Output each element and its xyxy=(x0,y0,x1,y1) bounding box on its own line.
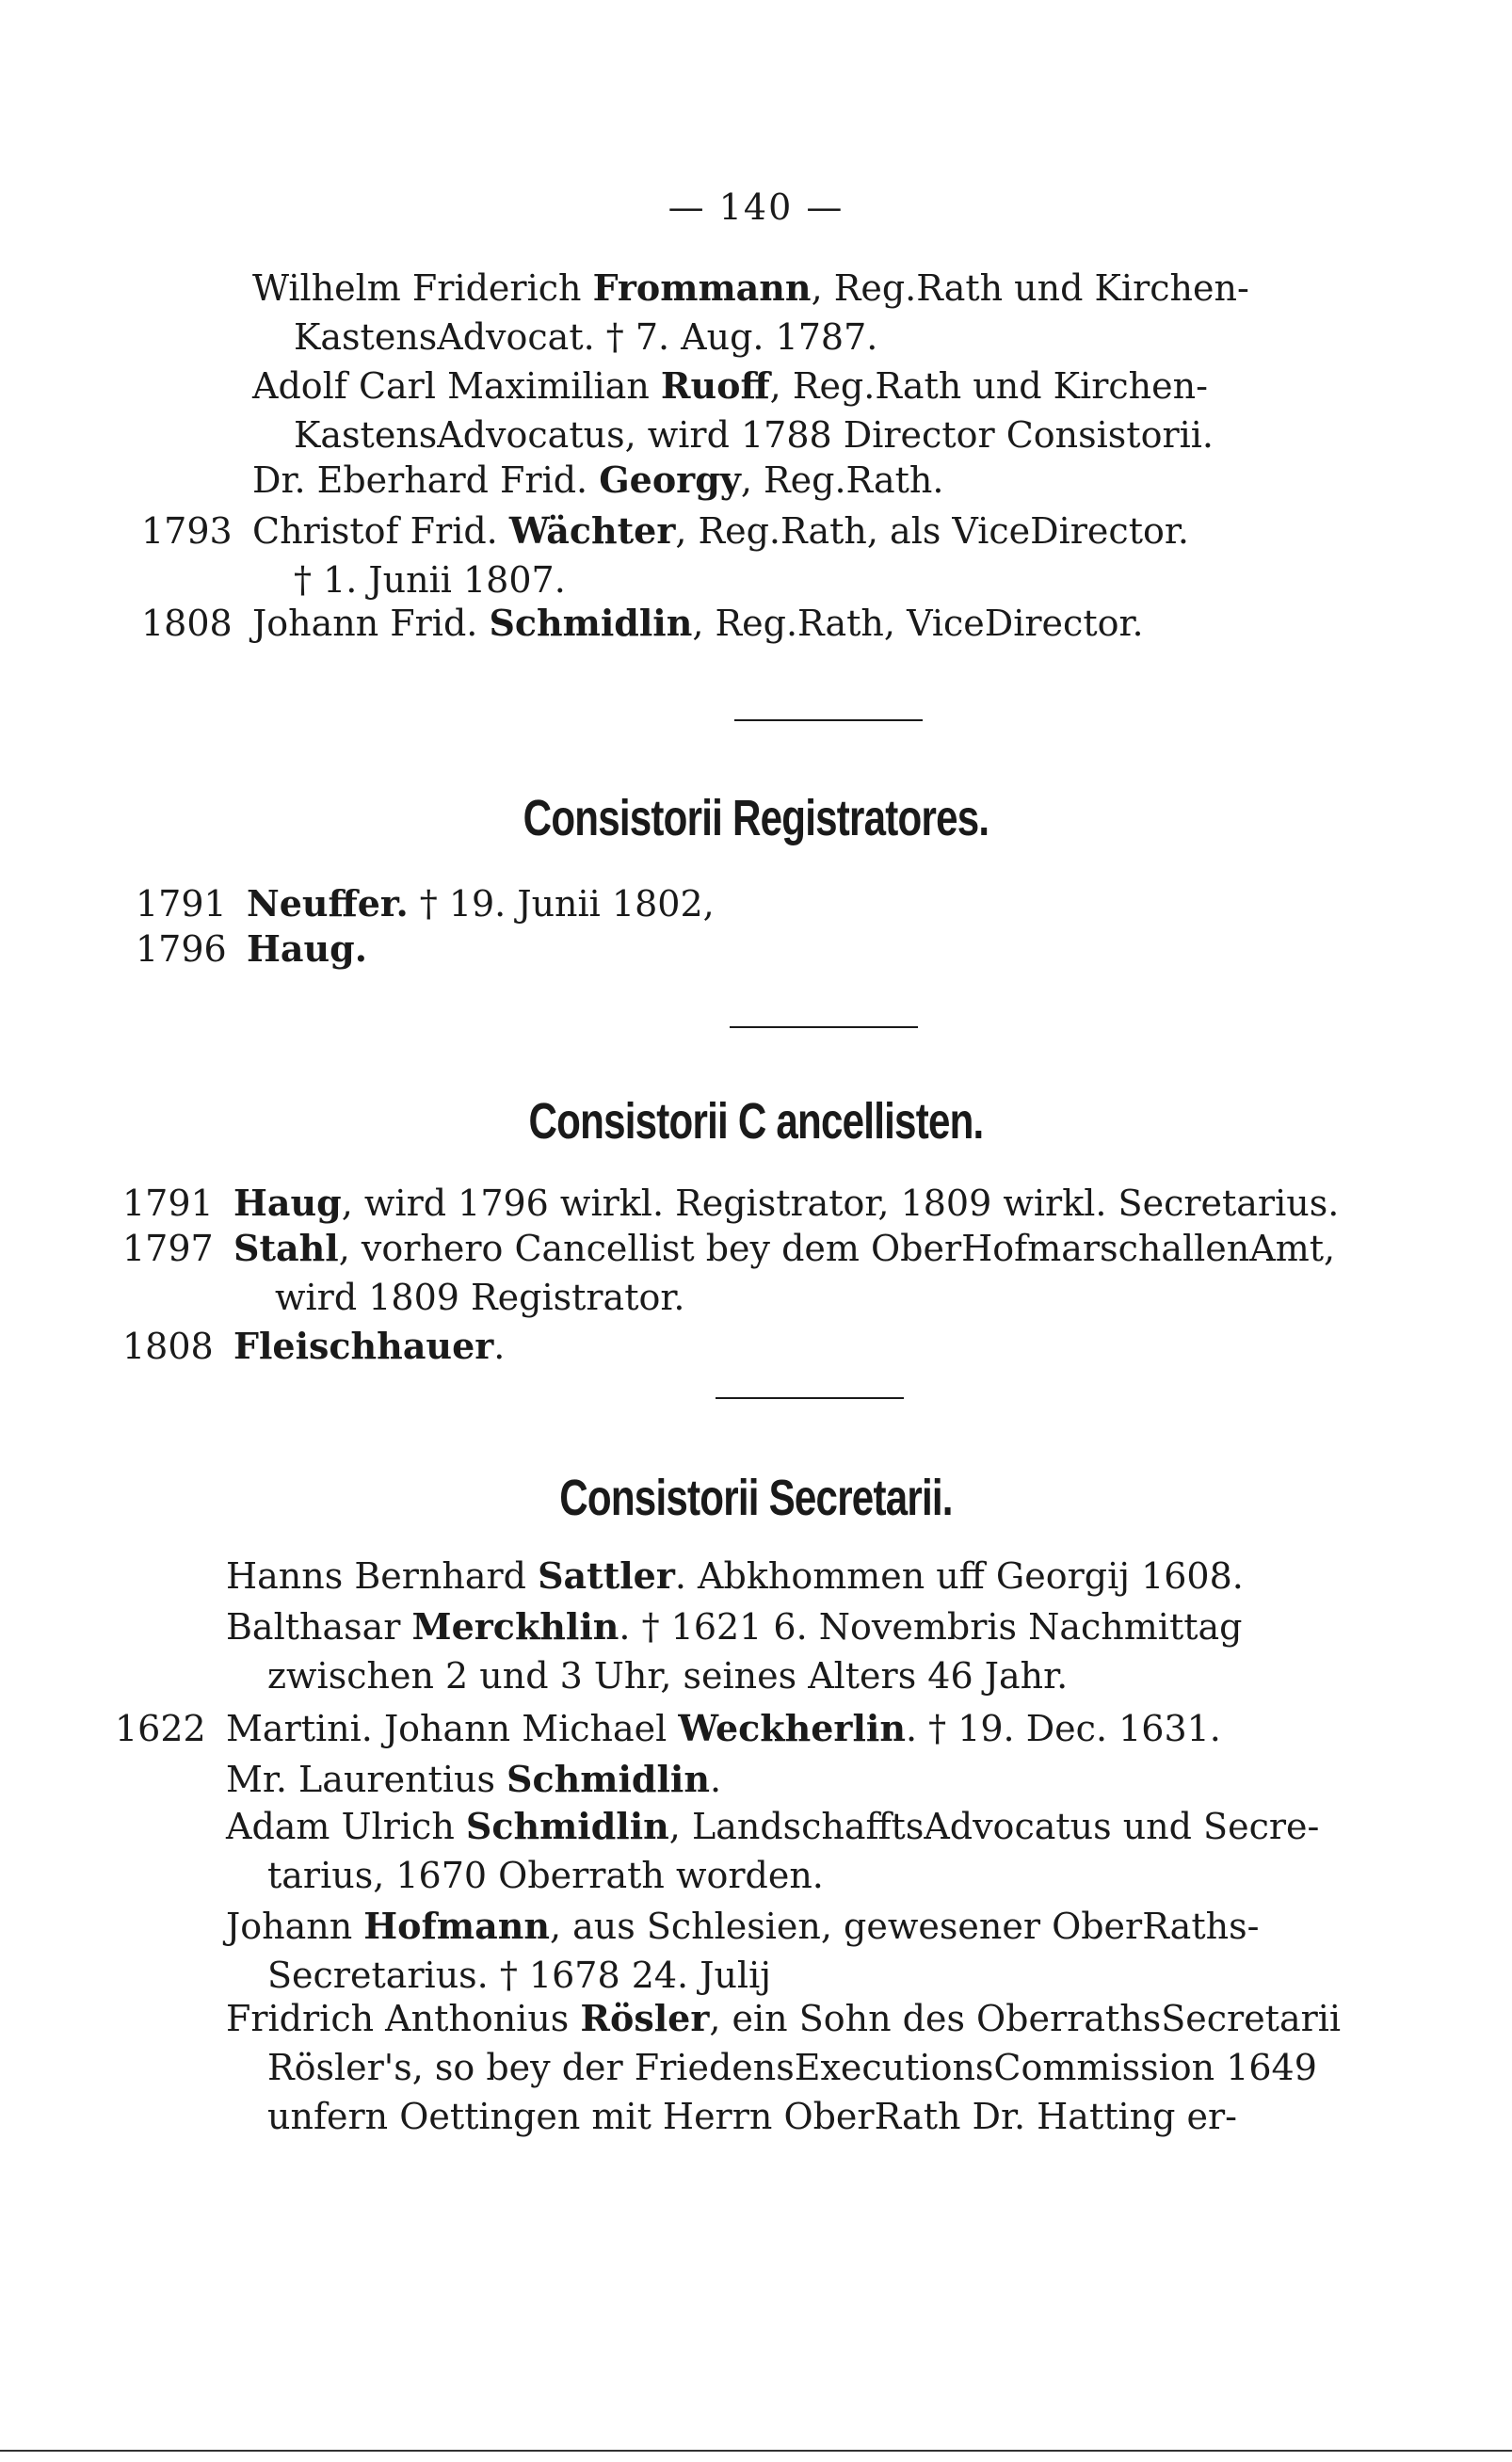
entry-line xyxy=(226,1951,1259,2000)
entry-line xyxy=(226,1755,721,1804)
entry-text: Johann xyxy=(226,1906,364,1947)
entry xyxy=(226,1755,721,1804)
entry-text: Rösler's, so bey der FriedensExecutionsCommission 1649 xyxy=(267,2047,1317,2088)
person-surname: Ruoff xyxy=(660,364,770,407)
entry xyxy=(115,1704,1221,1753)
entry xyxy=(122,1322,505,1371)
entry-year: 1791 xyxy=(122,1183,214,1224)
entry-line xyxy=(122,1273,1335,1322)
entry-text: , ein Sohn des OberrathsSecretarii xyxy=(709,1998,1342,2039)
entry-line xyxy=(141,555,1189,604)
entry-text: Hanns Bernhard xyxy=(226,1555,539,1597)
person-surname: Georgy xyxy=(599,459,741,501)
entry-text: . xyxy=(709,1759,722,1800)
entry-line xyxy=(226,1552,1244,1601)
entry xyxy=(226,1602,1242,1700)
entry xyxy=(136,879,715,928)
section-heading-cancellisten: Consistorii C ancellisten. xyxy=(528,1093,984,1150)
entry-line xyxy=(122,1322,505,1371)
entry-text: zwischen 2 und 3 Uhr, seines Alters 46 Jahr. xyxy=(267,1655,1069,1697)
entry-text: Adolf Carl Maximilian xyxy=(252,365,661,407)
entry-line xyxy=(252,410,1214,459)
entry-line xyxy=(226,1902,1259,1951)
entry-text: Adam Ulrich xyxy=(226,1806,466,1847)
section-heading-secretarii: Consistorii Secretarii. xyxy=(559,1470,953,1526)
entry-line xyxy=(122,1179,1339,1228)
entry-text: tarius, 1670 Oberrath worden. xyxy=(267,1855,824,1896)
entry-line xyxy=(252,264,1249,313)
person-surname: Merckhlin xyxy=(411,1605,619,1648)
entry-line xyxy=(226,1651,1242,1700)
entry-line xyxy=(226,1851,1319,1900)
person-surname: Frommann xyxy=(592,266,812,309)
page-bottom-edge xyxy=(0,2450,1512,2452)
entry-text: Christof Frid. xyxy=(252,510,509,552)
entry-text: , wird 1796 wirkl. Registrator, 1809 wirkl. Secretarius. xyxy=(341,1183,1340,1224)
entry xyxy=(136,925,367,974)
person-surname: Sattler xyxy=(538,1554,675,1597)
entry-line xyxy=(226,1802,1319,1851)
entry-text: Secretarius. † 1678 24. Julij xyxy=(267,1955,772,1996)
person-surname: Wächter xyxy=(508,509,676,552)
entry xyxy=(122,1224,1335,1322)
entry-text: † 1. Junii 1807. xyxy=(294,559,566,601)
person-surname: Schmidlin xyxy=(465,1805,669,1847)
entry-line xyxy=(122,1224,1335,1273)
entry-text: , Reg.Rath, als ViceDirector. xyxy=(675,510,1189,552)
entry-text: Balthasar xyxy=(226,1606,412,1648)
entry-text: , Reg.Rath und Kirchen- xyxy=(769,365,1208,407)
entry-year: 1797 xyxy=(122,1228,214,1269)
entry-line xyxy=(226,2092,1341,2141)
entry xyxy=(252,456,943,505)
entry-year: 1808 xyxy=(141,603,233,644)
person-surname: Neuffer. xyxy=(247,882,409,925)
entry-text: Fridrich Anthonius xyxy=(226,1998,581,2039)
entry xyxy=(226,1802,1319,1900)
entry-line xyxy=(252,362,1214,410)
person-surname: Schmidlin xyxy=(489,602,693,644)
entry-text: , vorhero Cancellist bey dem OberHofmarschallenAmt, xyxy=(338,1228,1336,1269)
entry-text: , Reg.Rath, ViceDirector. xyxy=(692,603,1144,644)
entry-line xyxy=(136,925,367,974)
entry-text: , Reg.Rath und Kirchen- xyxy=(811,267,1249,309)
entry-text: . † 1621 6. Novembris Nachmittag xyxy=(619,1606,1243,1648)
entry-text: † 19. Junii 1802, xyxy=(408,883,715,925)
person-surname: Hofmann xyxy=(363,1905,550,1947)
section-divider xyxy=(734,719,923,721)
entry xyxy=(252,362,1214,459)
entry-year: 1808 xyxy=(122,1326,214,1367)
entry-line xyxy=(115,1704,1221,1753)
entry-text: . xyxy=(493,1326,506,1367)
page-number: — 140 — xyxy=(668,186,844,228)
person-surname: Weckherlin xyxy=(678,1707,906,1749)
entry xyxy=(252,264,1249,362)
entry-line xyxy=(226,1602,1242,1651)
entry-text: Wilhelm Friderich xyxy=(252,267,593,309)
entry xyxy=(122,1179,1339,1228)
entry-text: . † 19. Dec. 1631. xyxy=(905,1708,1221,1749)
entry xyxy=(226,1994,1341,2141)
entry-line xyxy=(252,313,1249,362)
entry-text: unfern Oettingen mit Herrn OberRath Dr. Hatting er- xyxy=(267,2096,1238,2137)
entry-year: 1622 xyxy=(115,1708,206,1749)
entry-text: Johann Frid. xyxy=(252,603,490,644)
entry-text: . Abkhommen uff Georgij 1608. xyxy=(674,1555,1244,1597)
entry-text: , aus Schlesien, gewesener OberRaths- xyxy=(549,1906,1260,1947)
entry-line xyxy=(141,507,1189,555)
entry-text: wird 1809 Registrator. xyxy=(275,1277,685,1318)
entry-text: Martini. Johann Michael xyxy=(226,1708,679,1749)
entry-line xyxy=(226,1994,1341,2043)
person-surname: Haug xyxy=(233,1182,342,1224)
entry xyxy=(141,507,1189,604)
entry-text: KastensAdvocatus, wird 1788 Director Consistorii. xyxy=(294,414,1214,456)
person-surname: Haug. xyxy=(247,927,367,970)
entry-line xyxy=(136,879,715,928)
entry-line xyxy=(252,456,943,505)
section-divider xyxy=(716,1397,904,1399)
entry xyxy=(226,1902,1259,2000)
entry-year: 1793 xyxy=(141,510,233,552)
entry-text: Dr. Eberhard Frid. xyxy=(252,459,600,501)
entry-year: 1791 xyxy=(136,883,227,925)
entry-text: Mr. Laurentius xyxy=(226,1759,507,1800)
person-surname: Schmidlin xyxy=(507,1758,710,1800)
entry-line xyxy=(141,599,1144,648)
entry-text: , LandschafftsAdvocatus und Secre- xyxy=(668,1806,1320,1847)
person-surname: Rösler xyxy=(580,1997,710,2039)
section-heading-registratores: Consistorii Registratores. xyxy=(523,790,989,846)
entry-text: KastensAdvocat. † 7. Aug. 1787. xyxy=(294,316,878,358)
person-surname: Stahl xyxy=(233,1227,339,1269)
entry xyxy=(226,1552,1244,1601)
section-divider xyxy=(730,1026,918,1028)
entry-text: , Reg.Rath. xyxy=(740,459,944,501)
entry-year: 1796 xyxy=(136,928,227,970)
entry xyxy=(141,599,1144,648)
person-surname: Fleischhauer xyxy=(233,1325,494,1367)
entry-line xyxy=(226,2043,1341,2092)
